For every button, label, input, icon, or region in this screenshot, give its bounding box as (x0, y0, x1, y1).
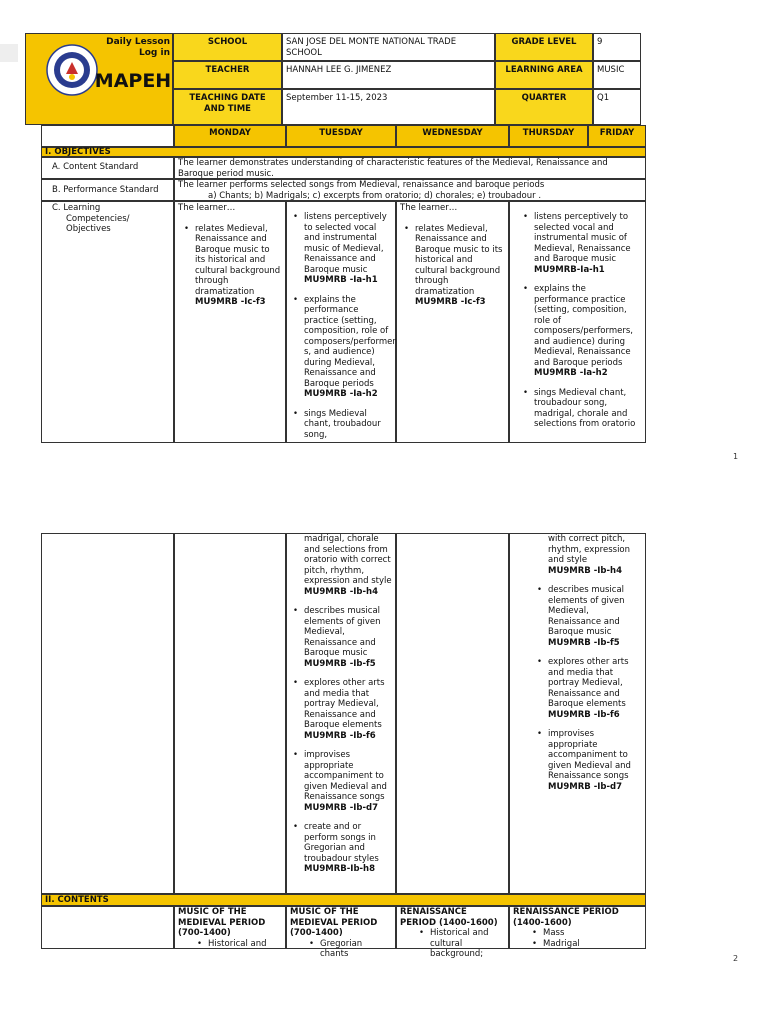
contents-tuesday-item: • Gregorian chants (320, 939, 392, 960)
p2-tuesday-competency-code: MU9MRB -Ib-d7 (304, 802, 379, 813)
tuesday-competency-item: • sings Medieval chant, troubadour song, (304, 409, 392, 441)
page-edge-mark (0, 44, 18, 62)
day-wednesday: WEDNESDAY (396, 125, 509, 147)
wednesday-competency-item: • relates Medieval, Renaissance and Baroque music to its historical and cultural background through dramatization MU9MRB -Ic-f3 (415, 224, 505, 308)
contents-tuesday-title: MUSIC OF THE MEDIEVAL PERIOD (700-1400) (290, 907, 378, 938)
area-value: MUSIC (593, 61, 641, 89)
monday-learner-intro: The learner… (178, 203, 236, 213)
grade-value: 9 (593, 33, 641, 61)
monday-competency-code: MU9MRB -Ic-f3 (195, 297, 266, 307)
school-label: SCHOOL (173, 33, 282, 61)
thursday-friday-competencies (509, 201, 646, 443)
tuesday-competencies (286, 201, 396, 443)
tuesday-competency-item: • listens perceptively to selected vocal and instrumental music of Medieval, Renaissance and Baroque music MU9MRB -Ia-h1 (304, 212, 392, 286)
p2-thursday-competency-code: MU9MRB -Ib-d7 (548, 781, 623, 792)
content-standard-label: A. Content Standard (41, 157, 174, 179)
contents-wednesday-item: • Historical and cultural background; (430, 928, 505, 960)
thursday-competency-code: MU9MRB-Ia-h1 (534, 264, 605, 275)
p2-tuesday-competency-item: • explores other arts and media that portray Medieval, Renaissance and Baroque elements MU9MRB -Ib-f6 (304, 678, 392, 741)
p2-tuesday-competency-item: • describes musical elements of given Medieval, Renaissance and Baroque music MU9MRB -Ib-f5 (304, 606, 392, 669)
contents-monday-title: MUSIC OF THE MEDIEVAL PERIOD (700-1400) (178, 907, 266, 938)
thursday-competency-code: MU9MRB -Ia-h2 (534, 368, 608, 378)
contents-tuesday (286, 906, 396, 959)
p2-label-col (41, 533, 174, 894)
contents-monday-item: • Historical and (208, 939, 282, 950)
date-value: September 11-15, 2023 (282, 89, 495, 125)
date-label: TEACHING DATE AND TIME (173, 89, 282, 125)
contents-label-cell (41, 906, 174, 949)
performance-standard-line2: a) Chants; b) Madrigals; c) excerpts from oratorio; d) chorales; e) troubadour . (208, 190, 542, 201)
p2-tuesday-competency-code: MU9MRB -Ib-f5 (304, 658, 376, 669)
p2-thursday-competency-code: MU9MRB -Ib-f6 (548, 709, 620, 720)
wednesday-competency-code: MU9MRB -Ic-f3 (415, 297, 486, 307)
contents-wednesday-title: RENAISSANCE PERIOD (1400-1600) (400, 907, 498, 928)
p2-thursday-friday-col (509, 533, 646, 894)
deped-seal-icon (46, 44, 98, 96)
header-logo-cell (25, 33, 173, 125)
day-tuesday: TUESDAY (286, 125, 396, 147)
wednesday-competencies (396, 201, 509, 443)
p2-thursday-competency-item: • describes musical elements of given Medieval, Renaissance and Baroque music MU9MRB -Ib-f5 (548, 585, 642, 648)
p2-thursday-competency-item: • improvises appropriate accompaniment to given Medieval and Renaissance songs MU9MRB -Ib-d7 (548, 729, 642, 792)
day-monday: MONDAY (174, 125, 286, 147)
teacher-label: TEACHER (173, 61, 282, 89)
content-standard-text: The learner demonstrates understanding of characteristic features of the Medieval, Renaissance and Baroque period music. (174, 157, 646, 179)
p2-tuesday-competency-item: • improvises appropriate accompaniment to given Medieval and Renaissance songs MU9MRB -Ib-d7 (304, 750, 392, 813)
p2-tuesday-competency-item: • create and or perform songs in Gregorian and troubadour styles MU9MRB-Ib-h8 (304, 822, 392, 875)
p2-tuesday-competency-code: MU9MRB -Ib-f6 (304, 730, 376, 741)
quarter-label: QUARTER (495, 89, 593, 125)
area-label: LEARNING AREA (495, 61, 593, 89)
p2-tuesday-continuation: madrigal, chorale and selections from oratorio with correct pitch, rhythm, expression and style MU9MRB -Ib-h4 (304, 534, 392, 597)
thursday-competency-item: • listens perceptively to selected vocal and instrumental music of Medieval, Renaissance and Baroque music MU9MRB-Ia-h1 (534, 212, 642, 275)
tuesday-competency-code: MU9MRB -Ia-h1 (304, 275, 378, 285)
p2-wednesday-col (396, 533, 509, 894)
competencies-label: C. Learning Competencies/ Objectives (41, 201, 174, 443)
tuesday-competency-code: MU9MRB -Ia-h2 (304, 389, 378, 399)
wednesday-learner-intro: The learner… (400, 203, 458, 213)
performance-standard-cell (174, 179, 646, 201)
lesson-log-label: Daily Lesson Log in (106, 37, 170, 58)
day-thursday: THURSDAY (509, 125, 588, 147)
page-number-2: 2 (733, 954, 739, 963)
page-1 (0, 0, 768, 470)
contents-section-title: II. CONTENTS (41, 894, 646, 906)
subject-title: MAPEH (94, 70, 172, 92)
tuesday-competency-item: • explains the performance practice (setting, composition, role of composers/performer s, and audience) during Medieval, Renaissance and Baroque periods MU9MRB -Ia-h2 (304, 295, 392, 400)
day-friday: FRIDAY (588, 125, 646, 147)
school-value: SAN JOSE DEL MONTE NATIONAL TRADE SCHOOL (282, 33, 495, 61)
contents-monday (174, 906, 286, 949)
thursday-competency-item: • sings Medieval chant, troubadour song, madrigal, chorale and selections from oratorio (534, 388, 642, 430)
page-number-1: 1 (733, 452, 739, 461)
p2-thursday-competency-item: • explores other arts and media that portray Medieval, Renaissance and Baroque elements MU9MRB -Ib-f6 (548, 657, 642, 720)
days-blank-cell (41, 125, 174, 147)
contents-thursday-item: • Madrigal (543, 939, 642, 950)
thursday-competency-item: • explains the performance practice (setting, composition, role of composers/performers, and audience) during Medieval, Renaissance and Baroque periods MU9MRB -Ia-h2 (534, 284, 642, 379)
quarter-value: Q1 (593, 89, 641, 125)
page-2 (0, 530, 768, 1024)
p2-thursday-competency-code: MU9MRB -Ib-f5 (548, 637, 620, 648)
p2-monday-col (174, 533, 286, 894)
contents-thursday-title: RENAISSANCE PERIOD (1400-1600) (513, 907, 619, 928)
contents-thursday-item: • Mass (543, 928, 642, 939)
monday-competencies (174, 201, 286, 443)
grade-label: GRADE LEVEL (495, 33, 593, 61)
p2-tuesday-col (286, 533, 396, 894)
performance-standard-line1: The learner performs selected songs from Medieval, renaissance and baroque periods (178, 180, 545, 190)
p2-thursday-continuation: with correct pitch, rhythm, expression and style MU9MRB -Ib-h4 (548, 534, 631, 576)
teacher-value: HANNAH LEE G. JIMENEZ (282, 61, 495, 89)
performance-standard-label: B. Performance Standard (41, 179, 174, 201)
objectives-section-title: I. OBJECTIVES (41, 147, 646, 157)
contents-thursday (509, 906, 646, 949)
p2-tuesday-competency-code: MU9MRB-Ib-h8 (304, 864, 376, 874)
contents-wednesday (396, 906, 509, 959)
monday-competency-item: • relates Medieval, Renaissance and Baroque music to its historical and cultural background through dramatization MU9MRB -Ic-f3 (195, 224, 282, 308)
